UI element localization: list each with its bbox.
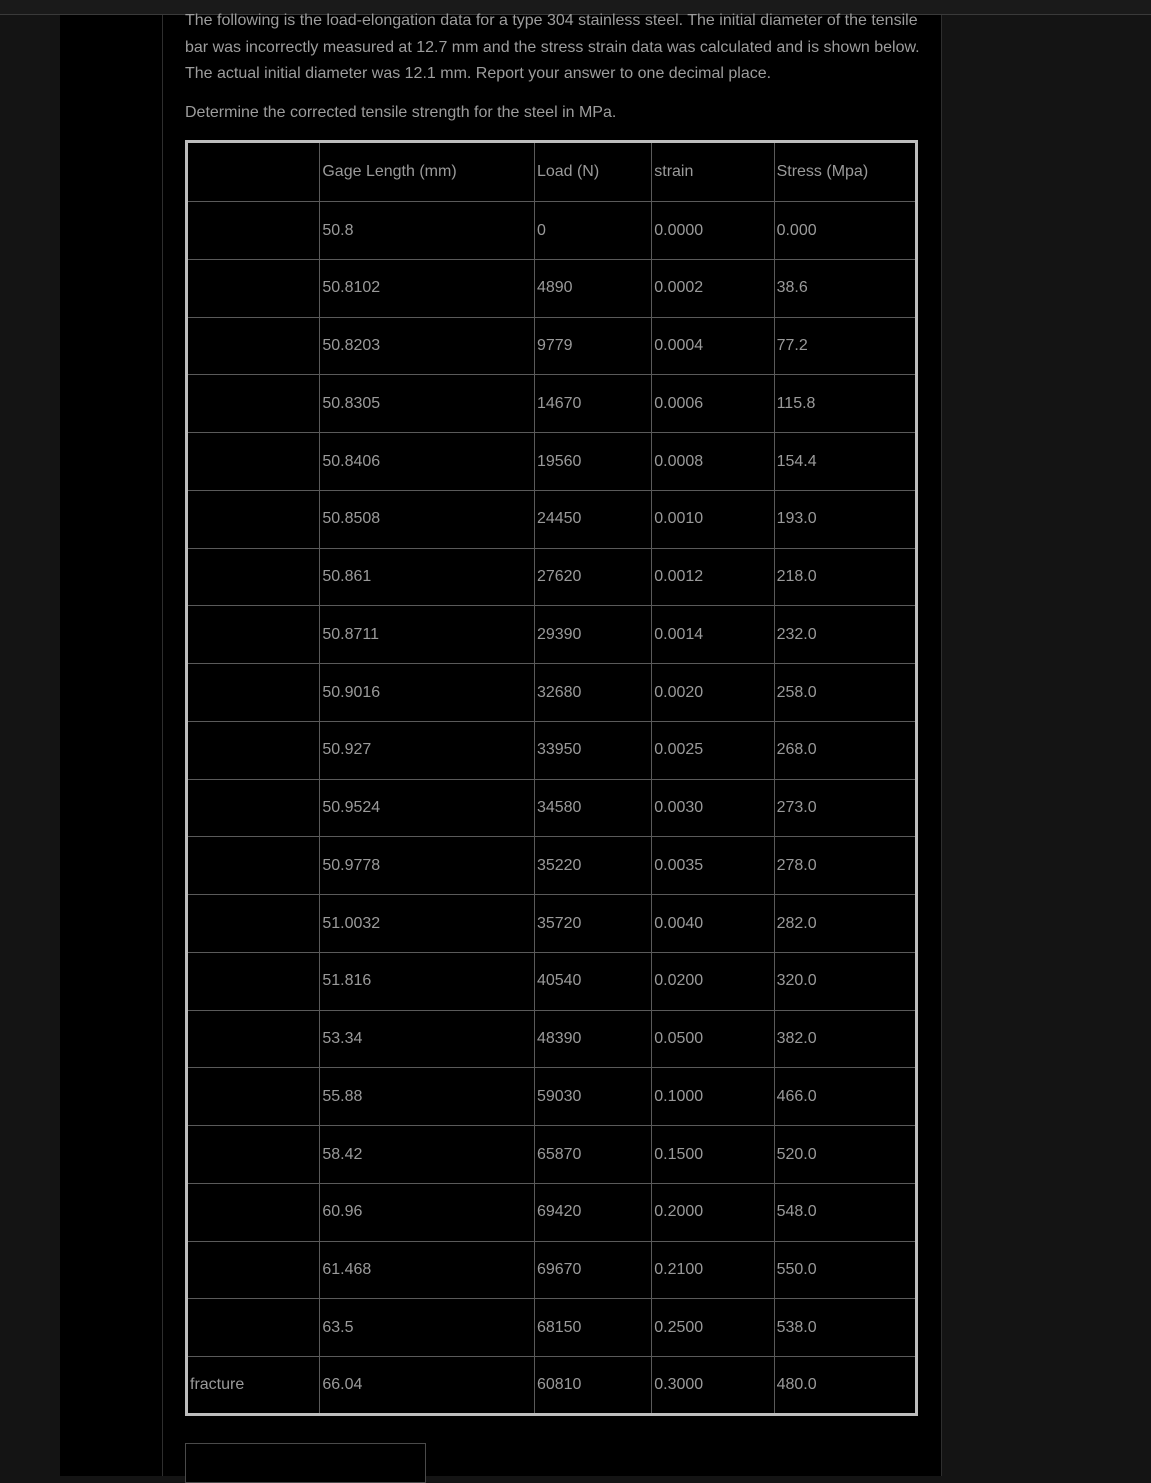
row-label-cell bbox=[187, 1126, 320, 1184]
load-cell: 68150 bbox=[534, 1299, 651, 1357]
gage-length-cell: 53.34 bbox=[320, 1010, 535, 1068]
table-header-row bbox=[187, 142, 917, 202]
question-text: The following is the load-elongation data for a type 304 stainless steel. The initial diameter of the tensile bar was incorrectly measured at 12.7 mm and the stress strain data was calculated and is shown below. The actual initial diameter was 12.1 mm. Report your answer to one decimal place. bbox=[185, 12, 920, 82]
stress-cell: 466.0 bbox=[774, 1068, 916, 1126]
table-row bbox=[187, 433, 917, 491]
row-label-cell bbox=[187, 779, 320, 837]
load-cell: 60810 bbox=[534, 1357, 651, 1415]
strain-cell: 0.0500 bbox=[652, 1010, 774, 1068]
table-row bbox=[187, 490, 917, 548]
stress-cell: 548.0 bbox=[774, 1183, 916, 1241]
gage-length-cell: 60.96 bbox=[320, 1183, 535, 1241]
stress-cell: 282.0 bbox=[774, 895, 916, 953]
answer-input[interactable] bbox=[185, 1443, 426, 1483]
left-divider bbox=[162, 15, 163, 1476]
table-row bbox=[187, 1010, 917, 1068]
strain-cell: 0.0014 bbox=[652, 606, 774, 664]
gage-length-cell: 50.8711 bbox=[320, 606, 535, 664]
row-label-cell bbox=[187, 664, 320, 722]
row-label-cell bbox=[187, 202, 320, 260]
load-cell: 0 bbox=[534, 202, 651, 260]
row-label-cell bbox=[187, 1299, 320, 1357]
load-cell: 35720 bbox=[534, 895, 651, 953]
strain-cell: 0.0010 bbox=[652, 490, 774, 548]
row-label-cell bbox=[187, 952, 320, 1010]
header-blank bbox=[187, 142, 320, 202]
stress-cell: 38.6 bbox=[774, 259, 916, 317]
stress-cell: 193.0 bbox=[774, 490, 916, 548]
gage-length-cell: 61.468 bbox=[320, 1241, 535, 1299]
stress-cell: 273.0 bbox=[774, 779, 916, 837]
load-cell: 65870 bbox=[534, 1126, 651, 1184]
gage-length-cell: 50.9778 bbox=[320, 837, 535, 895]
stress-cell: 218.0 bbox=[774, 548, 916, 606]
stress-cell: 480.0 bbox=[774, 1357, 916, 1415]
table-row bbox=[187, 1183, 917, 1241]
gage-length-cell: 50.9016 bbox=[320, 664, 535, 722]
row-label-cell bbox=[187, 259, 320, 317]
table-row bbox=[187, 1126, 917, 1184]
table-row bbox=[187, 1299, 917, 1357]
strain-cell: 0.0035 bbox=[652, 837, 774, 895]
strain-cell: 0.0002 bbox=[652, 259, 774, 317]
gage-length-cell: 50.9524 bbox=[320, 779, 535, 837]
strain-cell: 0.0008 bbox=[652, 433, 774, 491]
table-row bbox=[187, 259, 917, 317]
row-label-cell bbox=[187, 606, 320, 664]
stress-cell: 0.000 bbox=[774, 202, 916, 260]
load-cell: 33950 bbox=[534, 721, 651, 779]
table-row bbox=[187, 779, 917, 837]
load-cell: 48390 bbox=[534, 1010, 651, 1068]
header-strain: strain bbox=[652, 142, 774, 202]
table-row bbox=[187, 202, 917, 260]
stress-cell: 232.0 bbox=[774, 606, 916, 664]
strain-cell: 0.3000 bbox=[652, 1357, 774, 1415]
header-load: Load (N) bbox=[534, 142, 651, 202]
strain-cell: 0.0004 bbox=[652, 317, 774, 375]
strain-cell: 0.0000 bbox=[652, 202, 774, 260]
table-row bbox=[187, 317, 917, 375]
gage-length-cell: 63.5 bbox=[320, 1299, 535, 1357]
stress-cell: 382.0 bbox=[774, 1010, 916, 1068]
strain-cell: 0.2500 bbox=[652, 1299, 774, 1357]
row-label-cell bbox=[187, 1010, 320, 1068]
strain-cell: 0.0030 bbox=[652, 779, 774, 837]
strain-cell: 0.0025 bbox=[652, 721, 774, 779]
stress-cell: 550.0 bbox=[774, 1241, 916, 1299]
strain-cell: 0.1500 bbox=[652, 1126, 774, 1184]
stress-cell: 320.0 bbox=[774, 952, 916, 1010]
header-stress: Stress (Mpa) bbox=[774, 142, 916, 202]
gage-length-cell: 50.8406 bbox=[320, 433, 535, 491]
gage-length-cell: 50.8 bbox=[320, 202, 535, 260]
strain-cell: 0.0200 bbox=[652, 952, 774, 1010]
stress-cell: 154.4 bbox=[774, 433, 916, 491]
row-label-cell bbox=[187, 1183, 320, 1241]
table-row bbox=[187, 1357, 917, 1415]
table-body bbox=[187, 142, 917, 1415]
load-cell: 35220 bbox=[534, 837, 651, 895]
stress-cell: 520.0 bbox=[774, 1126, 916, 1184]
strain-cell: 0.2000 bbox=[652, 1183, 774, 1241]
stress-cell: 115.8 bbox=[774, 375, 916, 433]
row-label-cell bbox=[187, 895, 320, 953]
table-row bbox=[187, 837, 917, 895]
row-label-cell bbox=[187, 433, 320, 491]
table-row bbox=[187, 952, 917, 1010]
row-label-cell bbox=[187, 548, 320, 606]
row-label-cell bbox=[187, 837, 320, 895]
load-cell: 9779 bbox=[534, 317, 651, 375]
load-cell: 4890 bbox=[534, 259, 651, 317]
stress-cell: 77.2 bbox=[774, 317, 916, 375]
header-gage-length: Gage Length (mm) bbox=[320, 142, 535, 202]
gage-length-cell: 58.42 bbox=[320, 1126, 535, 1184]
gage-length-cell: 55.88 bbox=[320, 1068, 535, 1126]
row-label-cell bbox=[187, 317, 320, 375]
strain-cell: 0.0012 bbox=[652, 548, 774, 606]
stress-cell: 268.0 bbox=[774, 721, 916, 779]
stress-cell: 258.0 bbox=[774, 664, 916, 722]
data-table bbox=[185, 140, 918, 1416]
table-row bbox=[187, 375, 917, 433]
load-cell: 27620 bbox=[534, 548, 651, 606]
strain-cell: 0.0040 bbox=[652, 895, 774, 953]
load-cell: 59030 bbox=[534, 1068, 651, 1126]
table-row bbox=[187, 1068, 917, 1126]
row-label-cell bbox=[187, 1068, 320, 1126]
load-cell: 40540 bbox=[534, 952, 651, 1010]
table-row bbox=[187, 721, 917, 779]
load-cell: 19560 bbox=[534, 433, 651, 491]
gage-length-cell: 51.816 bbox=[320, 952, 535, 1010]
row-label-cell bbox=[187, 721, 320, 779]
table-row bbox=[187, 1241, 917, 1299]
load-cell: 14670 bbox=[534, 375, 651, 433]
table-row bbox=[187, 606, 917, 664]
row-label-cell bbox=[187, 490, 320, 548]
right-divider bbox=[941, 15, 942, 1476]
load-cell: 24450 bbox=[534, 490, 651, 548]
table-row bbox=[187, 664, 917, 722]
question-prompt: Determine the corrected tensile strength for the steel in MPa. bbox=[185, 104, 617, 121]
stress-cell: 278.0 bbox=[774, 837, 916, 895]
strain-cell: 0.0020 bbox=[652, 664, 774, 722]
gage-length-cell: 50.861 bbox=[320, 548, 535, 606]
stress-cell: 538.0 bbox=[774, 1299, 916, 1357]
table-row bbox=[187, 895, 917, 953]
row-label-cell bbox=[187, 375, 320, 433]
gage-length-cell: 50.927 bbox=[320, 721, 535, 779]
gage-length-cell: 51.0032 bbox=[320, 895, 535, 953]
load-cell: 69670 bbox=[534, 1241, 651, 1299]
gage-length-cell: 66.04 bbox=[320, 1357, 535, 1415]
strain-cell: 0.2100 bbox=[652, 1241, 774, 1299]
gage-length-cell: 50.8203 bbox=[320, 317, 535, 375]
row-label-cell bbox=[187, 1241, 320, 1299]
gage-length-cell: 50.8305 bbox=[320, 375, 535, 433]
row-label-cell: fracture bbox=[187, 1357, 320, 1415]
strain-cell: 0.1000 bbox=[652, 1068, 774, 1126]
load-cell: 69420 bbox=[534, 1183, 651, 1241]
load-cell: 32680 bbox=[534, 664, 651, 722]
load-cell: 29390 bbox=[534, 606, 651, 664]
table-row bbox=[187, 548, 917, 606]
gage-length-cell: 50.8508 bbox=[320, 490, 535, 548]
gage-length-cell: 50.8102 bbox=[320, 259, 535, 317]
strain-cell: 0.0006 bbox=[652, 375, 774, 433]
load-cell: 34580 bbox=[534, 779, 651, 837]
